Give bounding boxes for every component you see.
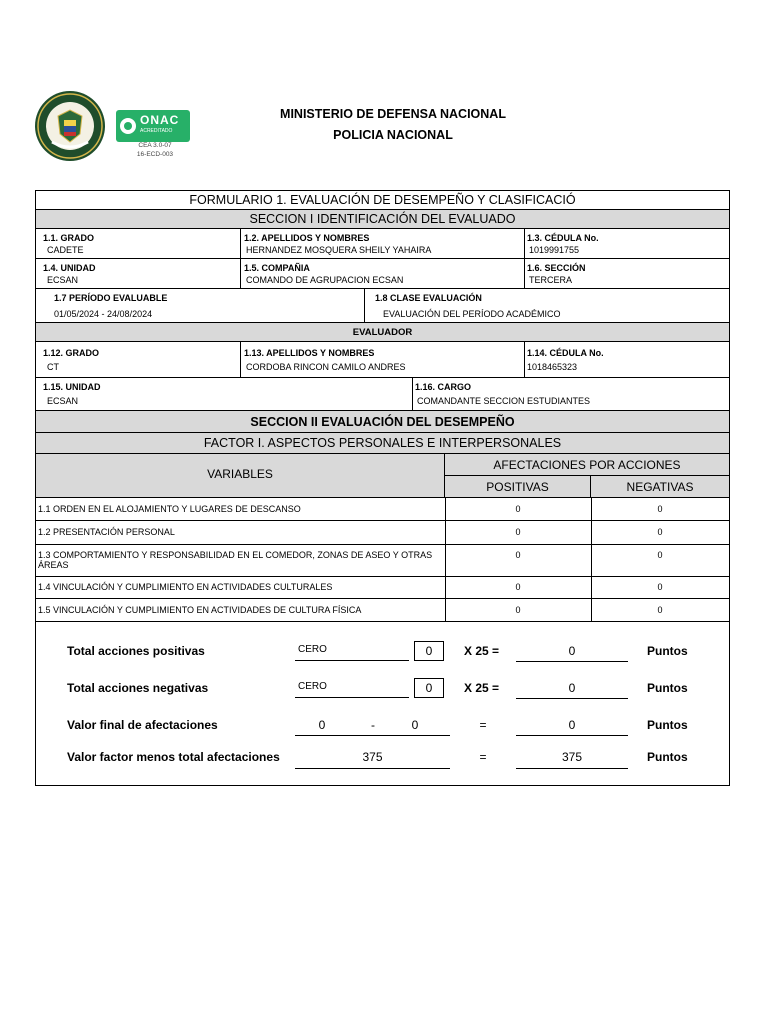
police-seal-icon <box>34 90 106 162</box>
field-value: ECSAN <box>47 275 79 285</box>
underline <box>516 698 628 699</box>
valor-factor-label: Valor factor menos total afectaciones <box>67 750 280 764</box>
field-compania <box>241 259 525 289</box>
field-unidad <box>36 259 241 289</box>
equals-final: = <box>479 718 487 732</box>
total-negativas-word: CERO <box>298 681 327 692</box>
evaluador-nombres <box>241 342 525 378</box>
total-negativas-result: 0 <box>568 681 576 695</box>
underline <box>516 768 628 769</box>
field-value: CT <box>47 362 59 372</box>
evaluador-title: EVALUADOR <box>36 323 729 342</box>
row-text: 1.3 COMPORTAMIENTO Y RESPONSABILIDAD EN EL COMEDOR, ZONAS DE ASEO Y OTRAS ÁREAS <box>38 550 433 570</box>
valor-factor-result: 375 <box>561 750 583 764</box>
field-label: 1.16. CARGO <box>415 382 472 392</box>
points-label: Puntos <box>647 750 688 764</box>
onac-code-2: 16-ECD-003 <box>136 151 174 158</box>
evaluador-cargo <box>413 378 729 411</box>
equals-factor: = <box>479 750 487 764</box>
field-label: 1.3. CÉDULA No. <box>527 233 599 243</box>
points-label: Puntos <box>647 681 688 695</box>
underline <box>295 735 450 736</box>
row-negativas: 0 <box>657 550 663 560</box>
points-label: Puntos <box>647 644 688 658</box>
field-value: 1019991755 <box>529 245 580 255</box>
field-label: 1.1. GRADO <box>43 233 95 243</box>
table-row <box>36 599 729 622</box>
onac-code-1: CEA 3.0-07 <box>138 142 172 149</box>
valor-factor: 375 <box>362 750 383 764</box>
underline <box>295 660 409 661</box>
field-label: 1.13. APELLIDOS Y NOMBRES <box>244 348 375 358</box>
valor-final-minus: - <box>371 718 375 732</box>
evaluador-cedula <box>525 342 729 378</box>
column-divider <box>445 498 446 622</box>
valor-final-a: 0 <box>318 718 326 732</box>
section1-title: SECCION I IDENTIFICACIÓN DEL EVALUADO <box>36 210 729 229</box>
section2-title: SECCION II EVALUACIÓN DEL DESEMPEÑO <box>36 411 729 433</box>
row-negativas: 0 <box>657 527 663 537</box>
row-text: 1.5 VINCULACIÓN Y CUMPLIMIENTO EN ACTIVIDADES DE CULTURA FÍSICA <box>38 605 362 615</box>
multiplier-positivas: X 25 = <box>464 644 500 658</box>
field-label: 1.8 CLASE EVALUACIÓN <box>375 293 482 303</box>
ministry-title: MINISTERIO DE DEFENSA NACIONAL <box>280 107 506 121</box>
table-row <box>36 521 729 545</box>
field-value: TERCERA <box>529 275 573 285</box>
total-negativas-count: 0 <box>414 678 444 698</box>
multiplier-negativas: X 25 = <box>464 681 500 695</box>
row-positivas: 0 <box>515 550 521 560</box>
total-negativas-label: Total acciones negativas <box>67 681 209 695</box>
field-value: HERNANDEZ MOSQUERA SHEILY YAHAIRA <box>246 245 432 255</box>
row-positivas: 0 <box>515 582 521 592</box>
table-row <box>36 545 729 577</box>
row-negativas: 0 <box>657 582 663 592</box>
field-periodo <box>36 289 365 323</box>
row-text: 1.1 ORDEN EN EL ALOJAMIENTO Y LUGARES DE DESCANSO <box>38 504 301 514</box>
field-value: CADETE <box>47 245 84 255</box>
field-value: 1018465323 <box>527 362 578 372</box>
total-positivas-label: Total acciones positivas <box>67 644 205 658</box>
form-title: FORMULARIO 1. EVALUACIÓN DE DESEMPEÑO Y CLASIFICACIÓ <box>36 191 729 210</box>
valor-final-result: 0 <box>568 718 576 732</box>
field-clase <box>365 289 729 323</box>
page-header <box>200 104 586 145</box>
onac-logo-sub: ACREDITADO <box>140 128 173 134</box>
police-title: POLICIA NACIONAL <box>333 127 453 142</box>
total-positivas-result: 0 <box>568 644 576 658</box>
total-positivas-word: CERO <box>298 644 327 655</box>
row-positivas: 0 <box>515 605 521 615</box>
negativas-header: NEGATIVAS <box>591 476 729 498</box>
field-seccion <box>525 259 729 289</box>
row-positivas: 0 <box>515 504 521 514</box>
total-positivas-count: 0 <box>414 641 444 661</box>
field-value: COMANDO DE AGRUPACION ECSAN <box>246 275 404 285</box>
factor-title: FACTOR I. ASPECTOS PERSONALES E INTERPERSONALES <box>36 433 729 454</box>
underline <box>516 661 628 662</box>
row-text: 1.4 VINCULACIÓN Y CUMPLIMIENTO EN ACTIVIDADES CULTURALES <box>38 582 333 592</box>
field-value: EVALUACIÓN DEL PERÍODO ACADÉMICO <box>383 309 561 319</box>
field-label: 1.2. APELLIDOS Y NOMBRES <box>244 233 370 243</box>
points-label: Puntos <box>647 718 688 732</box>
valor-final-label: Valor final de afectaciones <box>67 718 218 732</box>
column-divider <box>591 498 592 622</box>
row-text: 1.2 PRESENTACIÓN PERSONAL <box>38 527 175 537</box>
field-label: 1.15. UNIDAD <box>43 382 101 392</box>
underline <box>516 735 628 736</box>
field-value: CORDOBA RINCON CAMILO ANDRES <box>246 362 406 372</box>
field-value: 01/05/2024 - 24/08/2024 <box>54 309 153 319</box>
onac-logo-text: ONAC <box>140 113 180 127</box>
field-label: 1.4. UNIDAD <box>43 263 96 273</box>
positivas-header: POSITIVAS <box>445 476 591 498</box>
row-negativas: 0 <box>657 605 663 615</box>
field-value: ECSAN <box>47 396 79 406</box>
evaluador-unidad <box>36 378 413 411</box>
field-label: 1.14. CÉDULA No. <box>527 348 604 358</box>
valor-final-b: 0 <box>411 718 419 732</box>
row-negativas: 0 <box>657 504 663 514</box>
field-label: 1.7 PERÍODO EVALUABLE <box>54 293 168 303</box>
variables-header: VARIABLES <box>36 454 445 498</box>
row-positivas: 0 <box>515 527 521 537</box>
field-label: 1.6. SECCIÓN <box>527 263 586 273</box>
field-cedula <box>525 229 729 259</box>
field-label: 1.5. COMPAÑIA <box>244 263 310 273</box>
underline <box>295 768 450 769</box>
field-label: 1.12. GRADO <box>43 348 100 358</box>
evaluador-grado <box>36 342 241 378</box>
field-nombres <box>241 229 525 259</box>
field-grado <box>36 229 241 259</box>
table-row <box>36 577 729 599</box>
underline <box>295 697 409 698</box>
field-value: COMANDANTE SECCION ESTUDIANTES <box>417 396 591 406</box>
table-row <box>36 498 729 521</box>
evaluation-form <box>35 190 730 786</box>
afectaciones-header: AFECTACIONES POR ACCIONES <box>445 454 729 476</box>
